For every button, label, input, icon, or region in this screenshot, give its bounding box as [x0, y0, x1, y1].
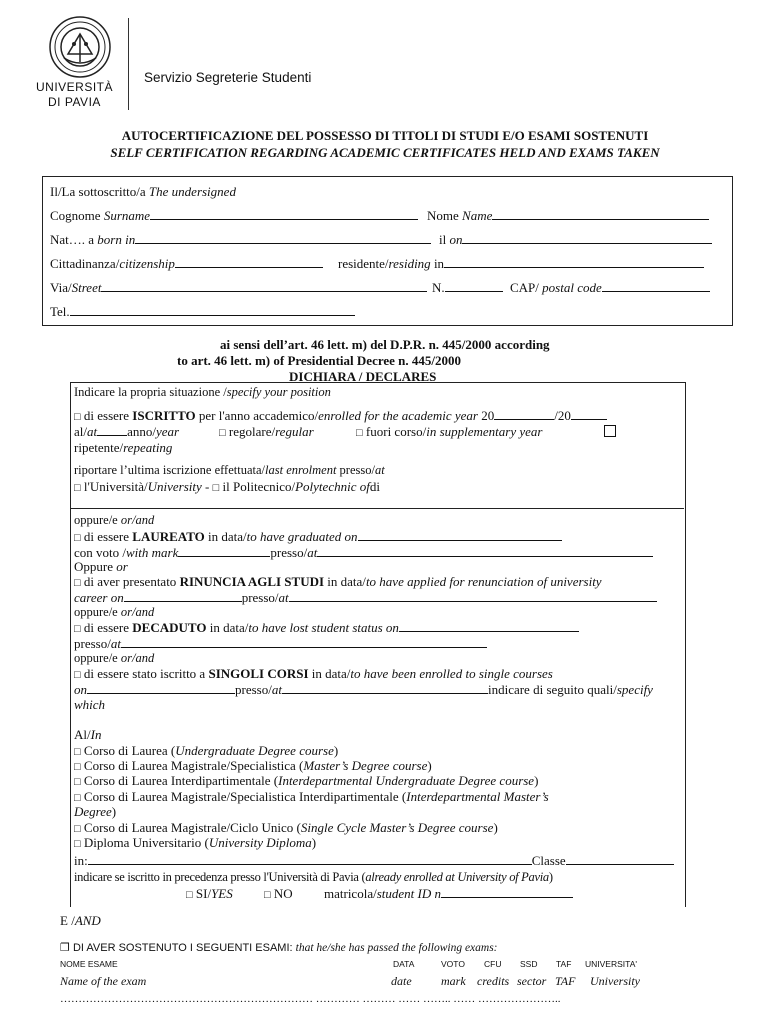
col-mark: VOTO — [441, 959, 465, 969]
checkbox-icon[interactable]: □ — [74, 792, 81, 804]
checkbox-icon[interactable]: □ — [74, 669, 81, 681]
col-exam-name: NOME ESAME — [60, 959, 118, 969]
declares-heading: DICHIARA / DECLARES — [289, 369, 437, 384]
col-taf-en: TAF — [555, 974, 576, 988]
or-and-label: oppure/e or/and — [74, 651, 155, 665]
course-option-undergraduate[interactable]: □ Corso di Laurea (Undergraduate Degree course) — [74, 743, 339, 758]
birthplace-field[interactable]: Nat…. a born in — [50, 232, 431, 248]
last-enrolment-label: riportare l’ultima iscrizione effettuata/last enrolment presso/at — [74, 463, 385, 477]
title-it: AUTOCERTIFICAZIONE DEL POSSESSO DI TITOLI DI STUDI E/O ESAMI SOSTENUTI — [121, 128, 649, 143]
undersigned-label: Il/La sottoscritto/a The undersigned — [50, 184, 236, 199]
single-courses-date-field[interactable]: on presso/at indicare di seguito quali/specify — [74, 682, 653, 697]
checkbox-icon[interactable]: □ — [186, 889, 193, 901]
lapsed-at-field[interactable]: presso/at — [74, 636, 487, 652]
checkbox-icon[interactable]: □ — [74, 823, 81, 835]
street-field[interactable]: Via/Street — [50, 280, 427, 296]
legal-ref-line2: to art. 46 lett. m) of Presidential Decree n. 445/2000 — [177, 353, 462, 368]
checkbox-icon[interactable]: □ — [264, 889, 271, 901]
surname-field[interactable]: Cognome Surname — [50, 208, 418, 224]
service-name: Servizio Segreterie Studenti — [144, 70, 312, 85]
no-option[interactable]: □ NO — [264, 886, 293, 901]
legal-ref-line1: ai sensi dell’art. 46 lett. m) del D.P.R. n. 445/2000 according — [220, 337, 550, 352]
supplementary-option[interactable]: □ fuori corso/in supplementary year — [356, 424, 543, 439]
checkbox-icon[interactable]: □ — [212, 482, 220, 494]
university-name: UNIVERSITÀ — [36, 80, 114, 94]
exam-row[interactable] — [60, 993, 561, 1005]
title-en: SELF CERTIFICATION REGARDING ACADEMIC CERTIFICATES HELD AND EXAMS TAKEN — [110, 145, 660, 160]
enrolled-option[interactable]: □ di essere ISCRITTO per l'anno accademico/enrolled for the academic year 20 /20 — [74, 408, 607, 424]
header-divider — [128, 18, 129, 110]
course-option-interdepartmental[interactable]: □ Corso di Laurea Interdipartimentale (Interdepartmental Undergraduate Degree course) — [74, 773, 539, 788]
col-credits: CFU — [484, 959, 502, 969]
exams-heading: ❐ DI AVER SOSTENUTO I SEGUENTI ESAMI: that he/she has passed the following exams: — [60, 942, 498, 954]
university-city: DI PAVIA — [48, 95, 101, 109]
checkbox-icon[interactable]: □ — [219, 427, 226, 439]
yes-option[interactable]: □ SI/YES — [186, 886, 233, 901]
student-id-field[interactable]: matricola/student ID n — [324, 886, 573, 902]
col-sector-en: sector — [517, 974, 547, 988]
repeating-label: ripetente/repeating — [74, 440, 173, 455]
specify-position-label: Indicare la propria situazione /specify your position — [74, 385, 331, 399]
birthdate-field[interactable]: il on — [439, 232, 712, 248]
checkbox-icon: ❐ — [60, 942, 70, 954]
section-divider — [70, 508, 684, 509]
course-option-single-cycle[interactable]: □ Corso di Laurea Magistrale/Ciclo Unico (Single Cycle Master’s Degree course) — [74, 820, 498, 835]
previous-enrolment-label: indicare se iscritto in precedenza presso l'Università di Pavia (already enrolled at University of Pavia) — [74, 870, 553, 884]
which-label: which — [74, 697, 106, 712]
lapsed-option[interactable]: □ di essere DECADUTO in data/to have lost student status on — [74, 620, 579, 636]
checkbox-icon[interactable]: □ — [74, 746, 81, 758]
in-label: Al/In — [74, 727, 102, 742]
checkbox-icon[interactable]: □ — [74, 482, 81, 494]
checkbox-icon[interactable]: □ — [74, 761, 81, 773]
exam-ssd-dots[interactable]: …….. — [423, 993, 451, 1005]
graduated-option[interactable]: □ di essere LAUREATO in data/to have graduated on — [74, 529, 562, 545]
col-credits-en: credits — [477, 974, 510, 988]
col-taf: TAF — [556, 959, 572, 969]
col-sector: SSD — [520, 959, 538, 969]
checkbox-icon[interactable]: □ — [356, 427, 363, 439]
renounced-option[interactable]: □ di aver presentato RINUNCIA AGLI STUDI in data/to have applied for renunciation of university — [74, 574, 602, 589]
institution-options[interactable]: □ l'Università/University - □ il Politecnico/Polytechnic ofdi — [74, 479, 380, 494]
exam-university-dots[interactable]: ………………….. — [478, 993, 561, 1005]
col-university: UNIVERSITA' — [585, 959, 638, 969]
street-number-field[interactable]: N. — [432, 280, 503, 296]
or-and-label: oppure/e or/and — [74, 605, 155, 619]
checkbox-icon[interactable]: □ — [74, 411, 81, 423]
checkbox-icon[interactable]: □ — [74, 623, 81, 635]
col-date: DATA — [393, 959, 415, 969]
exam-mark-dots[interactable]: ……… — [362, 993, 396, 1005]
col-date-en: date — [391, 974, 412, 988]
exam-taf-dots[interactable]: …… — [453, 993, 476, 1005]
or-and-label: oppure/e or/and — [74, 513, 155, 527]
renounced-date-field[interactable]: career on presso/at — [74, 590, 657, 606]
checkbox-icon[interactable]: □ — [74, 776, 81, 788]
or-label: Oppure or — [74, 559, 128, 574]
col-university-en: University — [590, 974, 640, 988]
repeating-checkbox[interactable] — [604, 425, 616, 437]
course-name-field[interactable]: in: Classe — [74, 853, 674, 869]
regular-option[interactable]: □ regolare/regular — [219, 424, 314, 439]
course-option-interdepartmental-master[interactable]: □ Corso di Laurea Magistrale/Specialistica Interdipartimentale (Interdepartmental Master’s — [74, 789, 549, 804]
course-option-diploma[interactable]: □ Diploma Universitario (University Diploma) — [74, 835, 317, 850]
single-courses-option[interactable]: □ di essere stato iscritto a SINGOLI CORSI in data/to have been enrolled to single courses — [74, 666, 553, 681]
col-exam-name-en: Name of the exam — [60, 974, 147, 988]
checkbox-icon[interactable]: □ — [74, 838, 81, 850]
course-option-master[interactable]: □ Corso di Laurea Magistrale/Specialistica (Master’s Degree course) — [74, 758, 432, 773]
exam-cfu-dots[interactable]: …… — [398, 993, 421, 1005]
postal-code-field[interactable]: CAP/ postal code — [510, 280, 710, 296]
name-field[interactable]: Nome Name — [427, 208, 709, 224]
checkbox-icon[interactable]: □ — [74, 532, 81, 544]
degree-continuation: Degree) — [74, 804, 117, 819]
exam-date-dots[interactable]: ………… — [315, 993, 360, 1005]
year-row: al/at anno/year — [74, 424, 180, 439]
graduated-mark-field[interactable]: con voto /with mark presso/at — [74, 545, 653, 561]
phone-field[interactable]: Tel. — [50, 304, 355, 320]
col-mark-en: mark — [441, 974, 466, 988]
residence-field[interactable]: residente/residing in — [338, 256, 704, 272]
citizenship-field[interactable]: Cittadinanza/citizenship — [50, 256, 323, 272]
exam-name-dots[interactable]: …………………………………………………………… — [60, 993, 313, 1005]
and-label: E /AND — [60, 913, 101, 928]
checkbox-icon[interactable]: □ — [74, 577, 81, 589]
